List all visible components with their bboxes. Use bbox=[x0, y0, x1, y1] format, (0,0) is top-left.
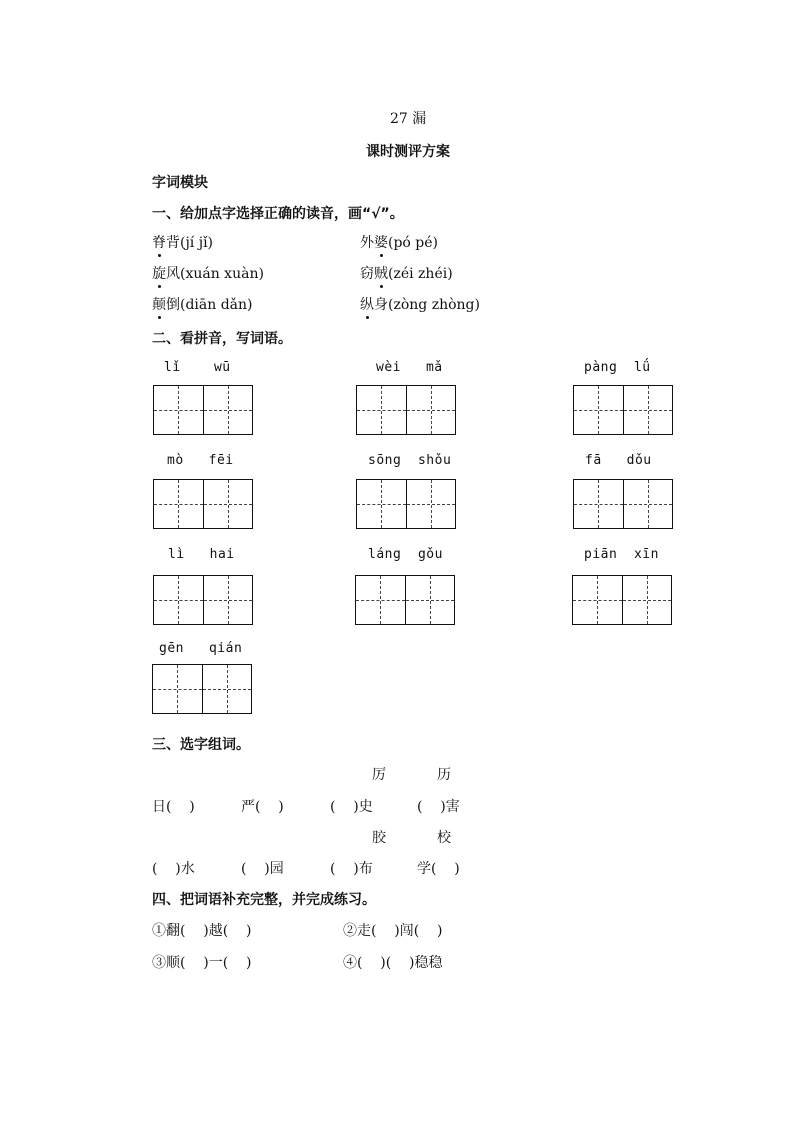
q1-item-5: 颠倒(diān dǎn) bbox=[152, 294, 253, 314]
blank-word[interactable]: ( )史 bbox=[330, 799, 373, 815]
writing-grid[interactable] bbox=[153, 575, 253, 625]
q1-item-4: 窃贼(zéi zhéi) bbox=[360, 263, 453, 283]
lesson-title: 27 漏 bbox=[390, 111, 427, 127]
q1-item-3: 旋风(xuán xuàn) bbox=[152, 263, 264, 283]
pinyin-label: gēn qián bbox=[159, 641, 243, 656]
q1-item-2: 外婆(pó pé) bbox=[360, 232, 438, 252]
q1-item-6: 纵身(zòng zhòng) bbox=[360, 294, 480, 314]
choice-char: 历 bbox=[437, 767, 451, 783]
idiom-blank[interactable]: ④( )( )稳稳 bbox=[343, 955, 443, 971]
writing-grid[interactable] bbox=[356, 479, 456, 529]
idiom-blank[interactable]: ②走( )闯( ) bbox=[343, 923, 443, 939]
writing-grid[interactable] bbox=[356, 385, 456, 435]
writing-grid[interactable] bbox=[355, 575, 455, 625]
pinyin-label: pàng lǘ bbox=[584, 360, 651, 375]
q1-item-1: 脊背(jí jǐ) bbox=[152, 232, 213, 252]
blank-word[interactable]: ( )水 bbox=[152, 861, 195, 877]
pinyin-label: lì hai bbox=[168, 547, 235, 562]
writing-grid[interactable] bbox=[153, 479, 253, 529]
module-heading: 字词模块 bbox=[152, 175, 208, 191]
blank-word[interactable]: ( )害 bbox=[417, 799, 460, 815]
writing-grid[interactable] bbox=[153, 385, 253, 435]
pinyin-label: piān xīn bbox=[584, 547, 659, 562]
choice-char: 胶 bbox=[372, 830, 386, 846]
choice-char: 校 bbox=[437, 830, 451, 846]
blank-word[interactable]: ( )布 bbox=[330, 861, 373, 877]
blank-word[interactable]: 学( ) bbox=[417, 861, 460, 877]
page-subtitle: 课时测评方案 bbox=[366, 144, 450, 160]
blank-word[interactable]: 严( ) bbox=[241, 799, 284, 815]
writing-grid[interactable] bbox=[152, 664, 252, 714]
q1-title: 一、给加点字选择正确的读音，画“√”。 bbox=[152, 206, 404, 222]
pinyin-label: mò fēi bbox=[167, 453, 234, 468]
pinyin-label: wèi mǎ bbox=[376, 360, 443, 375]
blank-word[interactable]: ( )园 bbox=[241, 861, 284, 877]
pinyin-label: fā dǒu bbox=[585, 453, 652, 468]
writing-grid[interactable] bbox=[572, 575, 672, 625]
q2-title: 二、看拼音，写词语。 bbox=[152, 331, 292, 347]
idiom-blank[interactable]: ①翻( )越( ) bbox=[152, 923, 252, 939]
idiom-blank[interactable]: ③顺( )一( ) bbox=[152, 955, 252, 971]
blank-word[interactable]: 日( ) bbox=[152, 799, 195, 815]
writing-grid[interactable] bbox=[573, 385, 673, 435]
choice-char: 厉 bbox=[372, 767, 386, 783]
q3-title: 三、选字组词。 bbox=[152, 737, 250, 753]
pinyin-label: sōng shǒu bbox=[368, 453, 452, 468]
writing-grid[interactable] bbox=[573, 479, 673, 529]
pinyin-label: lǐ wū bbox=[164, 360, 231, 375]
pinyin-label: láng gǒu bbox=[368, 547, 443, 562]
q4-title: 四、把词语补充完整，并完成练习。 bbox=[152, 892, 376, 908]
